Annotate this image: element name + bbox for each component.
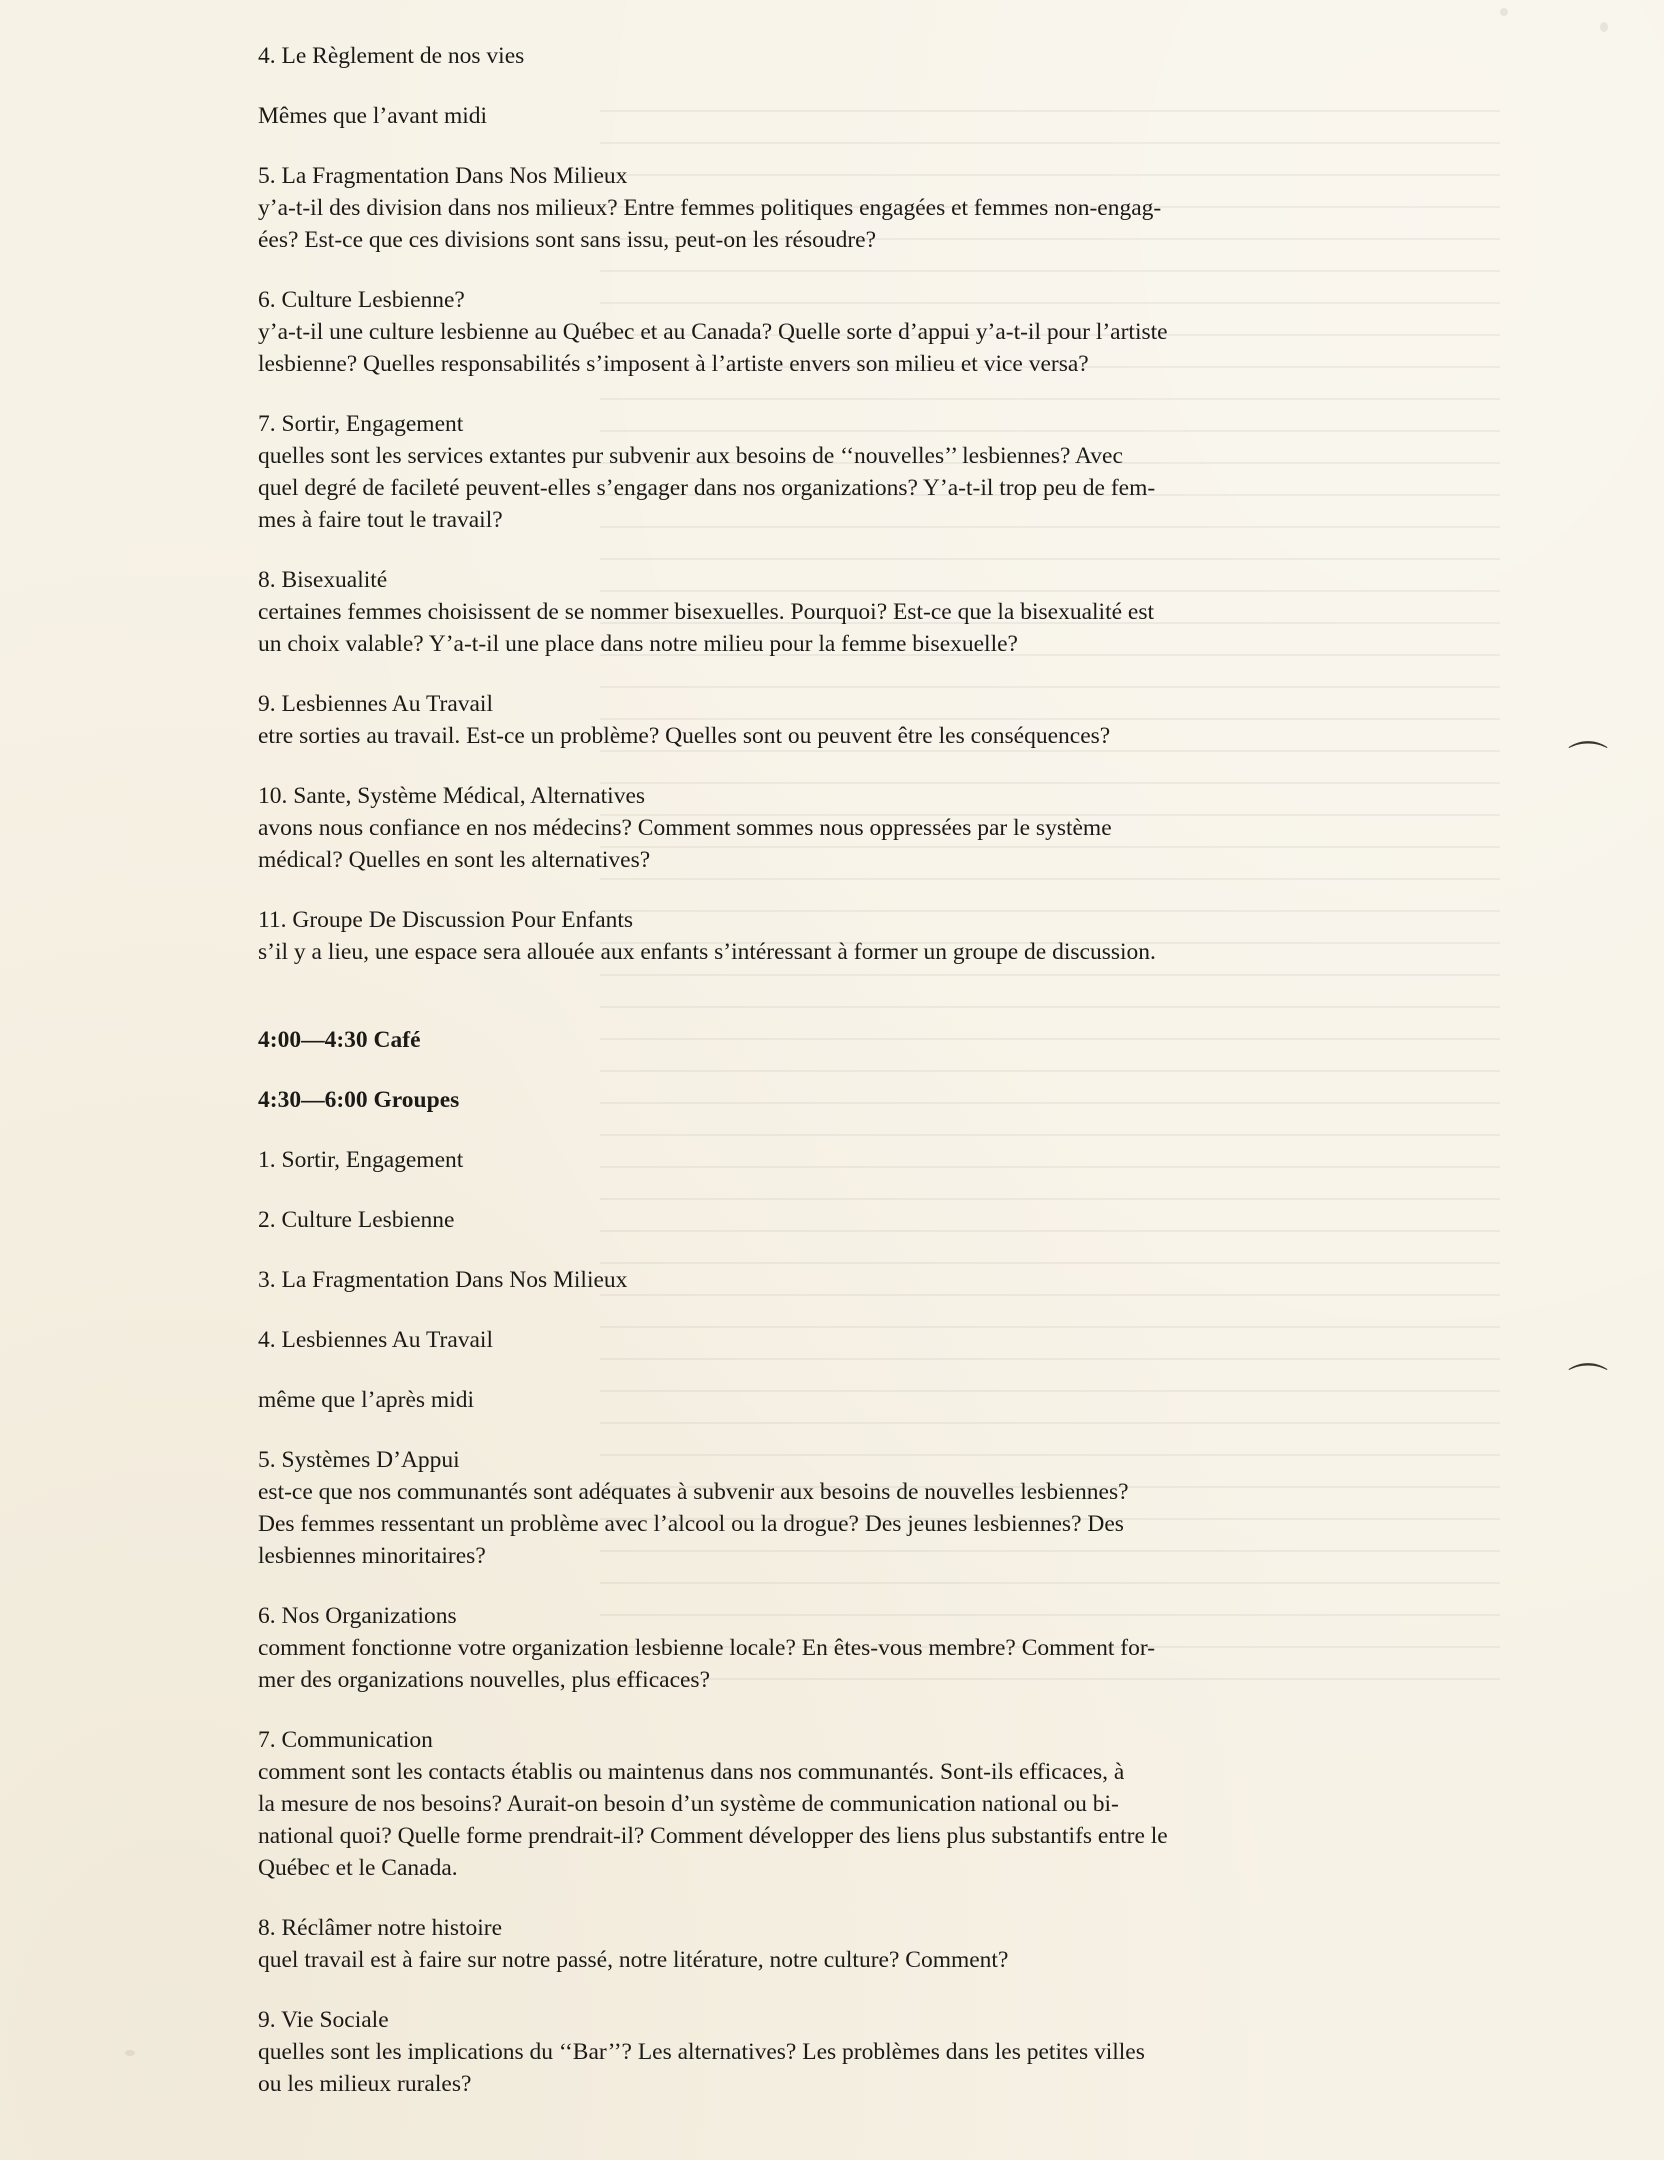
item-body-line: la mesure de nos besoins? Aurait-on besoin d’un système de communication national ou bi- (258, 1791, 1119, 1817)
item-body-line: mer des organizations nouvelles, plus efficaces? (258, 1667, 711, 1693)
agenda-item (258, 780, 1418, 876)
item-body-line: lesbienne? Quelles responsabilités s’imposent à l’artiste envers son milieu et vice versa? (258, 351, 1089, 377)
agenda-item (258, 160, 1418, 256)
paper-spot (1500, 8, 1508, 16)
agenda-item (258, 1912, 1418, 1976)
punch-hole-arc: ⌒ (1568, 739, 1608, 785)
item-body-line: comment sont les contacts établis ou maintenus dans nos communantés. Sont-ils efficaces, à (258, 1759, 1125, 1785)
item-body-line: médical? Quelles en sont les alternatives? (258, 847, 651, 873)
agenda-item (258, 1600, 1418, 1696)
agenda-item (258, 100, 1418, 132)
agenda-item (258, 284, 1418, 380)
item-body-line: ées? Est-ce que ces divisions sont sans issu, peut-on les résoudre? (258, 227, 877, 253)
item-title: 6. Nos Organizations (258, 1603, 457, 1629)
agenda-item (258, 688, 1418, 752)
agenda-item (258, 40, 1418, 72)
item-body-line: s’il y a lieu, une espace sera allouée aux enfants s’intéressant à former un groupe de discussion. (258, 939, 1156, 965)
document-body (258, 40, 1418, 2100)
item-title: 8. Bisexualité (258, 567, 388, 593)
item-title: 4. Le Règlement de nos vies (258, 43, 525, 69)
item-title: 7. Communication (258, 1727, 433, 1753)
item-title: Mêmes que l’avant midi (258, 103, 488, 129)
item-title: 10. Sante, Système Médical, Alternatives (258, 783, 646, 809)
item-body-line: mes à faire tout le travail? (258, 507, 503, 533)
item-title: 9. Lesbiennes Au Travail (258, 691, 493, 717)
item-body-line: Québec et le Canada. (258, 1855, 458, 1881)
group-list-item: 1. Sortir, Engagement (258, 1147, 464, 1173)
groups-heading: 4:30—6:00 Groupes (258, 1087, 460, 1113)
item-body-line: est-ce que nos communantés sont adéquates à subvenir aux besoins de nouvelles lesbiennes? (258, 1479, 1129, 1505)
agenda-item (258, 2004, 1418, 2100)
item-body-line: quel degré de facileté peuvent-elles s’engager dans nos organizations? Y’a-t-il trop peu de fem- (258, 475, 1156, 501)
item-body-line: y’a-t-il des division dans nos milieux? Entre femmes politiques engagées et femmes non-engag- (258, 195, 1162, 221)
item-body-line: un choix valable? Y’a-t-il une place dans notre milieu pour la femme bisexuelle? (258, 631, 1018, 657)
item-body-line: quelles sont les implications du ‘‘Bar’’? Les alternatives? Les problèmes dans les petites villes (258, 2039, 1145, 2065)
agenda-item (258, 1724, 1418, 1884)
item-body-line: quelles sont les services extantes pur subvenir aux besoins de ‘‘nouvelles’’ lesbiennes? Avec (258, 443, 1123, 469)
item-body-line: quel travail est à faire sur notre passé, notre litérature, notre culture? Comment? (258, 1947, 1009, 1973)
item-title: 7. Sortir, Engagement (258, 411, 464, 437)
item-body-line: ou les milieux rurales? (258, 2071, 472, 2097)
item-title: 9. Vie Sociale (258, 2007, 389, 2033)
group-list-item: 3. La Fragmentation Dans Nos Milieux (258, 1267, 628, 1293)
punch-hole-arc: ⌒ (1568, 1361, 1608, 1407)
paper-spot (125, 2050, 135, 2056)
agenda-item (258, 408, 1418, 536)
item-body-line: comment fonctionne votre organization lesbienne locale? En êtes-vous membre? Comment for- (258, 1635, 1156, 1661)
item-body-line: avons nous confiance en nos médecins? Comment sommes nous oppressées par le système (258, 815, 1112, 841)
agenda-item (258, 564, 1418, 660)
item-body-line: etre sorties au travail. Est-ce un problème? Quelles sont ou peuvent être les conséquences? (258, 723, 1111, 749)
item-body-line: Des femmes ressentant un problème avec l’alcool ou la drogue? Des jeunes lesbiennes? Des (258, 1511, 1124, 1537)
item-title: 8. Réclâmer notre histoire (258, 1915, 503, 1941)
item-body-line: y’a-t-il une culture lesbienne au Québec et au Canada? Quelle sorte d’appui y’a-t-il pour l’artiste (258, 319, 1168, 345)
agenda-item (258, 904, 1418, 968)
paper-spot (1600, 22, 1608, 32)
group-list-item: 2. Culture Lesbienne (258, 1207, 455, 1233)
item-title: 11. Groupe De Discussion Pour Enfants (258, 907, 634, 933)
item-body-line: certaines femmes choisissent de se nommer bisexuelles. Pourquoi? Est-ce que la bisexualité est (258, 599, 1155, 625)
group-list-item: même que l’après midi (258, 1387, 474, 1413)
agenda-item (258, 1444, 1418, 1572)
item-body-line: lesbiennes minoritaires? (258, 1543, 486, 1569)
break-heading: 4:00—4:30 Café (258, 1027, 421, 1053)
item-body-line: national quoi? Quelle forme prendrait-il? Comment développer des liens plus substantifs entre le (258, 1823, 1168, 1849)
item-title: 5. La Fragmentation Dans Nos Milieux (258, 163, 628, 189)
group-list-item: 4. Lesbiennes Au Travail (258, 1327, 493, 1353)
item-title: 5. Systèmes D’Appui (258, 1447, 460, 1473)
item-title: 6. Culture Lesbienne? (258, 287, 465, 313)
